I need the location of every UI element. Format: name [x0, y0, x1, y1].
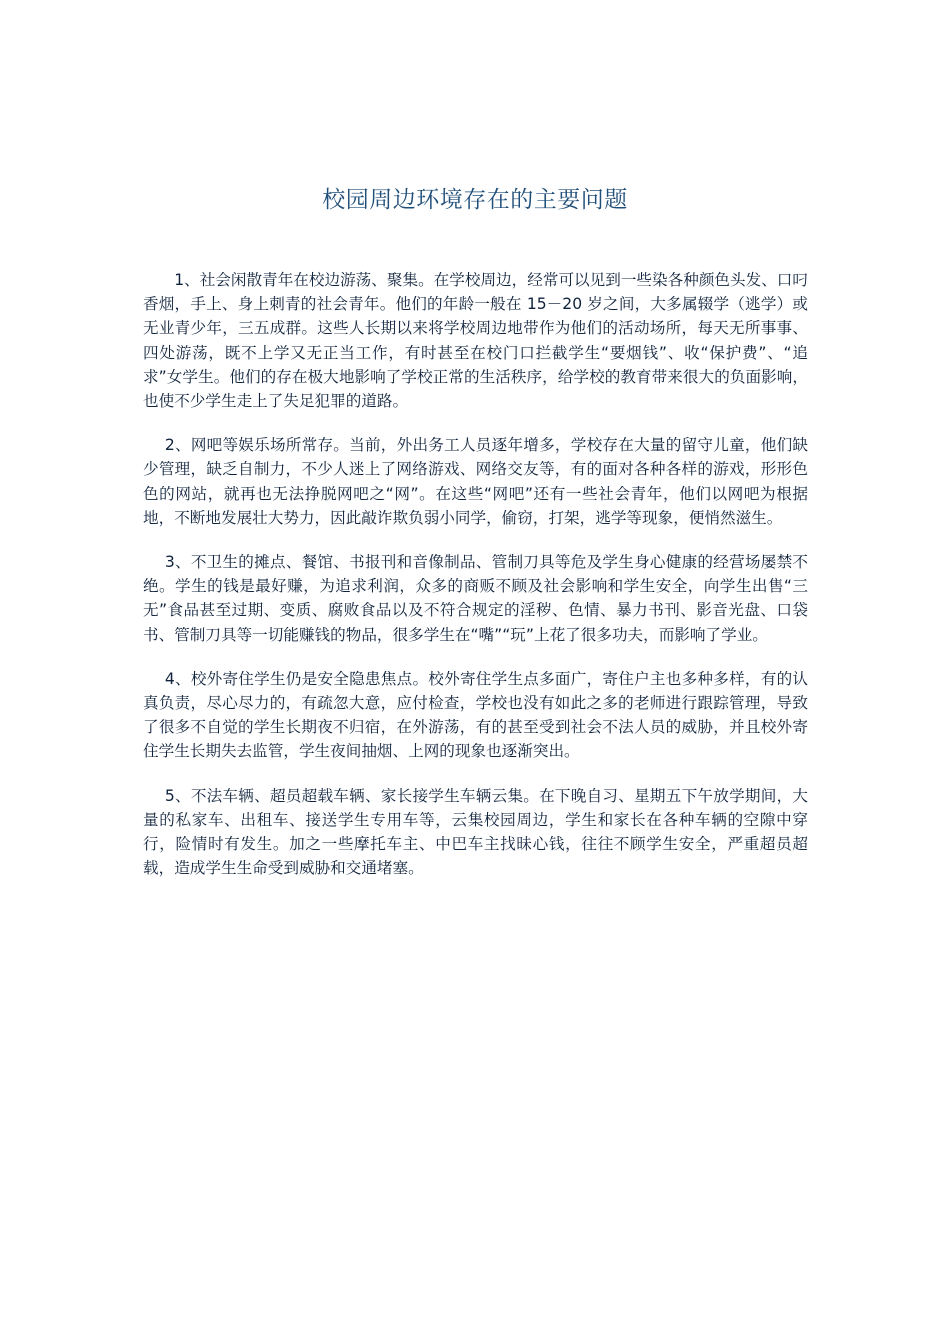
document-body: [143, 268, 808, 900]
paragraph-3: 3、不卫生的摊点、餐馆、书报刊和音像制品、管制刀具等危及学生身心健康的经营场屡禁不绝。学生的钱是最好赚，为追求利润，众多的商贩不顾及社会影响和学生安全，向学生出售“三无”食品甚至过期、变质、腐败食品以及不符合规定的淫秽、色情、暴力书刊、影音光盘、口袋书、管制刀具等一切能赚钱的物品，很多学生在“嘴”“玩”上花了很多功夫，而影响了学业。: [143, 553, 808, 644]
paragraph-1: 1、社会闲散青年在校边游荡、聚集。在学校周边，经常可以见到一些染各种颜色头发、口叼香烟，手上、身上刺青的社会青年。他们的年龄一般在 15－20 岁之间，大多属辍学（逃学）或无业青少年，三五成群。这些人长期以来将学校周边地带作为他们的活动场所，每天无所事事、四处游荡，既不上学又无正当工作，有时甚至在校门口拦截学生“要烟钱”、收“保护费”、“追求”女学生。他们的存在极大地影响了学校正常的生活秩序，给学校的教育带来很大的负面影响，也使不少学生走上了失足犯罪的道路。: [143, 271, 808, 411]
paragraph-4: 4、校外寄住学生仍是安全隐患焦点。校外寄住学生点多面广，寄住户主也多种多样，有的认真负责，尽心尽力的，有疏忽大意，应付检查，学校也没有如此之多的老师进行跟踪管理，导致了很多不自觉的学生长期夜不归宿，在外游荡，有的甚至受到社会不法人员的威胁，并且校外寄住学生长期失去监管，学生夜间抽烟、上网的现象也逐渐突出。: [143, 669, 808, 761]
paragraph-5: 5、不法车辆、超员超载车辆、家长接学生车辆云集。在下晚自习、星期五下午放学期间，大量的私家车、出租车、接送学生专用车等，云集校园周边，学生和家长在各种车辆的空隙中穿行，险情时有发生。加之一些摩托车主、中巴车主找昧心钱，往往不顾学生安全，严重超员超载，造成学生生命受到威胁和交通堵塞。: [143, 786, 808, 878]
document-title: 校园周边环境存在的主要问题: [322, 187, 628, 213]
paragraph-2: 2、网吧等娱乐场所常存。当前，外出务工人员逐年增多，学校存在大量的留守儿童，他们缺少管理，缺乏自制力，不少人迷上了网络游戏、网络交友等，有的面对各种各样的游戏，形形色色的网站，就再也无法挣脱网吧之“网”。在这些“网吧”还有一些社会青年，他们以网吧为根据地，不断地发展壮大势力，因此敲诈欺负弱小同学，偷窃，打架，逃学等现象，便悄然滋生。: [143, 436, 808, 527]
